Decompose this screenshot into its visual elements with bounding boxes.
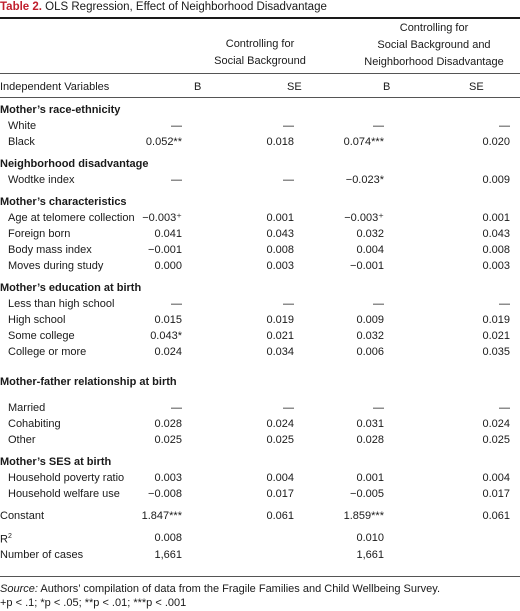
cell-se2: 0.035 — [482, 346, 510, 358]
cell-b1: 0.003 — [154, 472, 182, 484]
row-label: Household welfare use — [8, 488, 120, 500]
empty-cell — [416, 530, 520, 547]
cell-b1: 0.043* — [150, 330, 182, 342]
table-footnote — [0, 582, 520, 610]
cell-se2: 0.024 — [482, 418, 510, 430]
cell-se2: 0.003 — [482, 260, 510, 272]
cell-b1: 1.847*** — [141, 510, 182, 522]
bottom-rule — [0, 576, 520, 577]
row-label — [0, 530, 104, 547]
cell-b1: 0.015 — [154, 314, 182, 326]
cell-b2: — — [373, 120, 384, 132]
row-label: Number of cases — [0, 548, 84, 561]
row-label: White — [8, 120, 37, 132]
col-header-se2: SE — [469, 81, 484, 93]
cell-b2: 0.001 — [356, 472, 384, 484]
section-title: Mother’s characteristics — [0, 196, 127, 208]
cell-b2: 0.028 — [356, 434, 384, 446]
row-label: Constant — [0, 510, 45, 522]
table-title: OLS Regression, Effect of Neighborhood Disadvantage — [41, 1, 327, 13]
cell-b1: 0.025 — [154, 434, 182, 446]
cell-se1: 0.025 — [266, 434, 294, 446]
cell-b2: 0.074*** — [343, 136, 384, 148]
header-bottom-rule — [0, 97, 520, 98]
row-label: Cohabiting — [8, 418, 61, 430]
cell-b1: 0.024 — [154, 346, 182, 358]
cell-b1: — — [171, 174, 182, 186]
cell-b1: 0.028 — [154, 418, 182, 430]
source-text: Authors’ compilation of data from the Fragile Families and Child Wellbeing Survey. — [37, 583, 441, 595]
table-row — [0, 242, 520, 258]
cell-se1: 0.001 — [266, 212, 294, 224]
cell-se2: — — [499, 120, 510, 132]
cell-b1: — — [171, 402, 182, 414]
cell-se1: 0.008 — [266, 244, 294, 256]
cell-se1: 0.061 — [266, 510, 294, 522]
row-label: Other — [8, 434, 36, 446]
r-superscript: 2 — [7, 533, 12, 540]
table-caption — [0, 0, 327, 16]
cell-se1: 0.018 — [266, 136, 294, 148]
cell-b1: −0.003⁺ — [142, 212, 182, 224]
cell-se1: 0.017 — [266, 488, 294, 500]
cell-se2: — — [499, 402, 510, 414]
table-body — [0, 101, 520, 563]
r-squared-row — [0, 530, 520, 547]
group-header-neighborhood — [348, 20, 520, 71]
cell-se1: 0.004 — [266, 472, 294, 484]
cell-b2: −0.005 — [350, 488, 384, 500]
cell-b2: 1,661 — [356, 548, 384, 561]
table-row — [0, 226, 520, 242]
cell-se2: 0.008 — [482, 244, 510, 256]
cell-b2: 1.859*** — [343, 510, 384, 522]
cell-b1: — — [171, 120, 182, 132]
row-label: Wodtke index — [8, 174, 75, 186]
cell-se1: 0.034 — [266, 346, 294, 358]
row-label: High school — [8, 314, 66, 326]
source-label: Source: — [0, 583, 38, 595]
row-label: Age at telomere collection — [8, 212, 135, 224]
section-title: Mother’s SES at birth — [0, 456, 112, 468]
row-label: College or more — [8, 346, 87, 358]
row-label: Moves during study — [8, 260, 104, 272]
r-label: R — [0, 533, 8, 546]
cell-b1: −0.001 — [148, 244, 182, 256]
table-row — [0, 486, 520, 502]
empty-cell — [416, 547, 520, 563]
cell-se2: 0.019 — [482, 314, 510, 326]
row-label: Black — [8, 136, 35, 148]
section-header — [0, 188, 520, 210]
table-row — [0, 470, 520, 486]
cell-b1: 1,661 — [154, 548, 182, 561]
table-row — [0, 432, 520, 448]
col-header-b1: B — [194, 81, 202, 93]
cell-se1: — — [283, 298, 294, 310]
row-label: Household poverty ratio — [8, 472, 125, 484]
cell-b2: −0.023* — [345, 174, 384, 186]
group-header-line: Controlling for — [225, 38, 295, 50]
cell-se2: 0.020 — [482, 136, 510, 148]
cell-b2: 0.006 — [356, 346, 384, 358]
table-row — [0, 344, 520, 360]
table-label: Table 2. — [0, 1, 42, 13]
top-rule — [0, 17, 520, 19]
section-title: Neighborhood disadvantage — [0, 158, 149, 170]
cell-b2: −0.001 — [350, 260, 384, 272]
regression-table-body — [0, 101, 520, 563]
cell-b1: 0.008 — [154, 532, 182, 545]
table-row — [0, 172, 520, 188]
row-label: Some college — [8, 330, 75, 342]
empty-cell — [208, 530, 312, 547]
group-header-rule — [0, 73, 520, 74]
cell-se2: 0.009 — [482, 174, 510, 186]
cell-b2: −0.003⁺ — [344, 212, 384, 224]
cell-b2: 0.032 — [356, 228, 384, 240]
group-header-line: Controlling for — [399, 22, 469, 34]
section-title: Mother’s education at birth — [0, 282, 142, 294]
cell-b2: 0.004 — [356, 244, 384, 256]
cell-b2: 0.032 — [356, 330, 384, 342]
cell-b1: 0.052** — [145, 136, 182, 148]
cell-se2: 0.017 — [482, 488, 510, 500]
cell-b2: 0.009 — [356, 314, 384, 326]
cell-se2: 0.001 — [482, 212, 510, 224]
cell-b1: — — [171, 298, 182, 310]
section-header — [0, 101, 520, 118]
cell-b1: 0.000 — [154, 260, 182, 272]
group-header-line: Social Background — [214, 55, 306, 67]
col-header-b2: B — [383, 81, 391, 93]
table-row — [0, 312, 520, 328]
row-label: Body mass index — [8, 244, 92, 256]
section-title: Mother’s race-ethnicity — [0, 103, 121, 116]
group-header-line: Neighborhood Disadvantage — [364, 56, 504, 68]
group-header-line: Social Background and — [377, 39, 491, 51]
cell-b1: 0.041 — [154, 228, 182, 240]
table-row — [0, 210, 520, 226]
group-header-social — [175, 36, 345, 70]
cell-se2: 0.061 — [482, 510, 510, 522]
cell-b2: 0.031 — [356, 418, 384, 430]
cell-se1: 0.019 — [266, 314, 294, 326]
source-note — [0, 582, 520, 596]
cell-se2: 0.043 — [482, 228, 510, 240]
cell-b2: — — [373, 298, 384, 310]
section-header — [0, 360, 520, 400]
cell-se1: 0.024 — [266, 418, 294, 430]
cell-se1: 0.043 — [266, 228, 294, 240]
section-header — [0, 274, 520, 296]
table-row — [0, 296, 520, 312]
col-header-variables: Independent Variables — [0, 81, 110, 93]
table-row — [0, 258, 520, 274]
col-header-se1: SE — [287, 81, 302, 93]
section-title: Mother-father relationship at birth — [0, 376, 177, 388]
cell-se2: 0.004 — [482, 472, 510, 484]
row-label: Foreign born — [8, 228, 71, 240]
table-row — [0, 416, 520, 432]
cell-se1: 0.003 — [266, 260, 294, 272]
cell-se1: — — [283, 402, 294, 414]
cell-se1: — — [283, 120, 294, 132]
cell-b2: — — [373, 402, 384, 414]
cell-b2: 0.010 — [356, 532, 384, 545]
row-label: Less than high school — [8, 298, 115, 310]
cases-row — [0, 547, 520, 563]
row-label: Married — [8, 402, 46, 414]
section-header — [0, 448, 520, 470]
cell-b1: −0.008 — [148, 488, 182, 500]
cell-se2: — — [499, 298, 510, 310]
significance-note: +p < .1; *p < .05; **p < .01; ***p < .001 — [0, 597, 187, 609]
cell-se1: 0.021 — [266, 330, 294, 342]
cell-se2: 0.021 — [482, 330, 510, 342]
cell-se2: 0.025 — [482, 434, 510, 446]
table-row — [0, 400, 520, 416]
constant-row — [0, 508, 520, 524]
empty-cell — [208, 547, 312, 563]
cell-se1: — — [283, 174, 294, 186]
table-row — [0, 328, 520, 344]
table-row — [0, 134, 520, 150]
section-header — [0, 150, 520, 172]
table-row — [0, 118, 520, 134]
